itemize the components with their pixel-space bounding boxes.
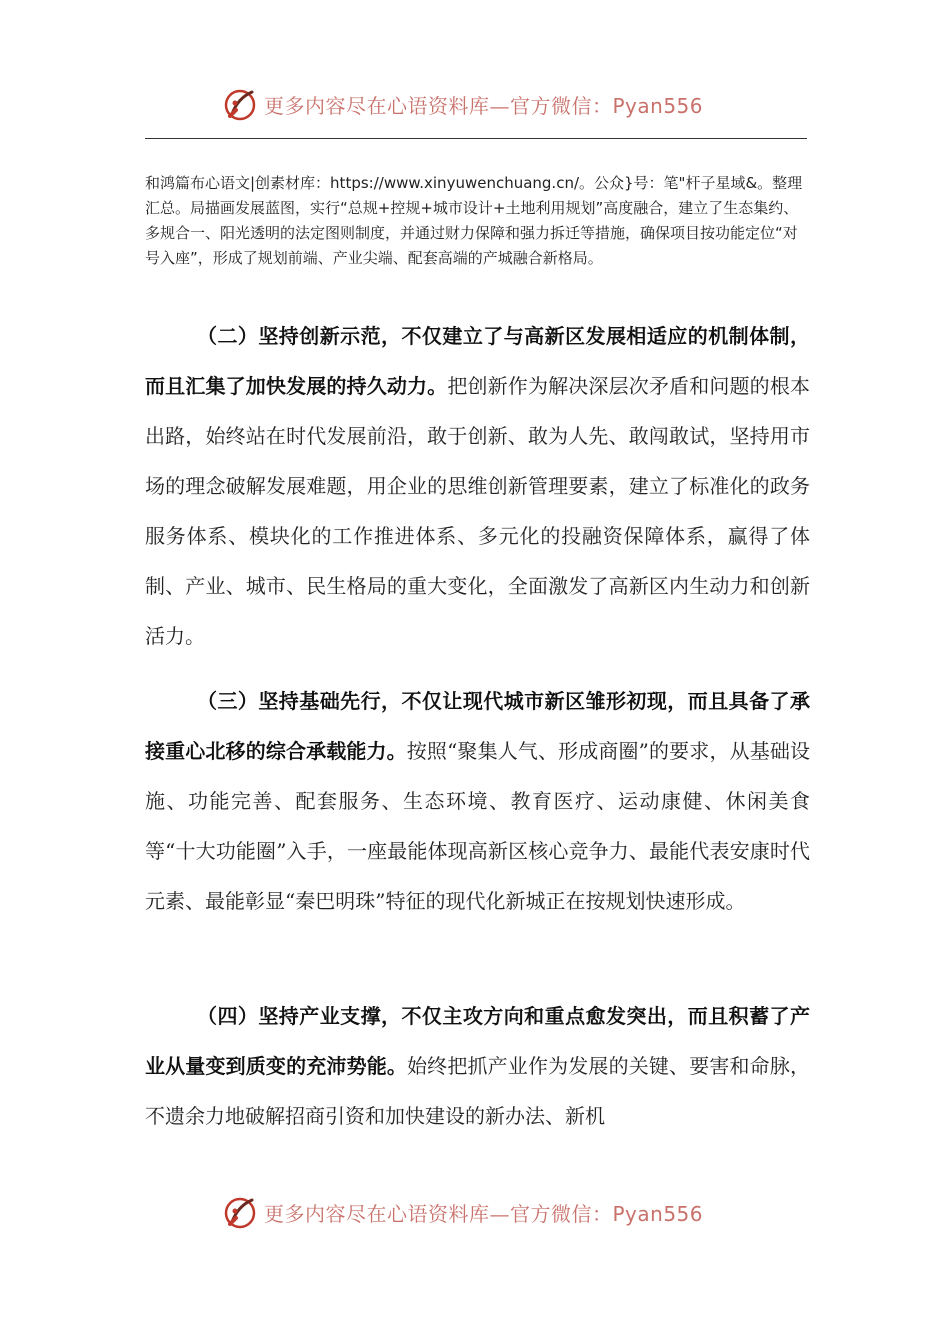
- brush-logo-icon: [222, 86, 258, 122]
- section-heading-3: （三）坚持基础先行，不仅让现代城市新区雏形初现，而且具备了承接重心北移的综合承载能力。: [145, 689, 810, 763]
- footer-banner: [222, 1192, 742, 1232]
- section-body-4: 始终把抓产业作为发展的关键、要害和命脉，不遗余力地破解招商引资和加快建设的新办法、新机: [145, 1054, 810, 1128]
- section-body-3: 按照“聚集人气、形成商圈”的要求，从基础设施、功能完善、配套服务、生态环境、教育医疗、运动康健、休闲美食等“十大功能圈”入手，一座最能体现高新区核心竞争力、最能代表安康时代元素、最能彰显“秦巴明珠”特征的现代化新城正在按规划快速形成。: [145, 739, 811, 913]
- header-banner: [222, 84, 742, 124]
- brush-logo-icon: [222, 1194, 258, 1230]
- section-paragraph-4: [145, 991, 810, 1141]
- section-heading-2: （二）坚持创新示范，不仅建立了与高新区发展相适应的机制体制，而且汇集了加快发展的持久动力。: [145, 324, 810, 398]
- section-body-2: 把创新作为解决深层次矛盾和问题的根本出路，始终站在时代发展前沿，敢于创新、敢为人先、敢闯敢试，坚持用市场的理念破解发展难题，用企业的思维创新管理要素，建立了标准化的政务服务体系、模块化的工作推进体系、多元化的投融资保障体系，赢得了体制、产业、城市、民生格局的重大变化，全面激发了高新区内生动力和创新活力。: [145, 374, 810, 648]
- section-paragraph-3: [145, 676, 810, 926]
- section-heading-4: （四）坚持产业支撑，不仅主攻方向和重点愈发突出，而且积蓄了产业从量变到质变的充沛势能。: [145, 1004, 810, 1078]
- header-divider: [145, 138, 807, 139]
- footer-banner-text: 更多内容尽在心语资料库—官方微信：Pyan556: [264, 1201, 704, 1226]
- header-banner-text: 更多内容尽在心语资料库—官方微信：Pyan556: [264, 93, 704, 118]
- intro-paragraph: 和鸿篇布心语文|创素材库：https://www.xinyuwenchuang.cn/。公众}号：笔"杆子星域&。整理汇总。局描画发展蓝图，实行“总规+控规+城市设计+土地利用规划”高度融合，建立了生态集约、多规合一、阳光透明的法定图则制度，并通过财力保障和强力拆迁等措施，确保项目按功能定位“对号入座”，形成了规划前端、产业尖端、配套高端的产城融合新格局。: [145, 174, 803, 267]
- section-paragraph-2: [145, 311, 810, 661]
